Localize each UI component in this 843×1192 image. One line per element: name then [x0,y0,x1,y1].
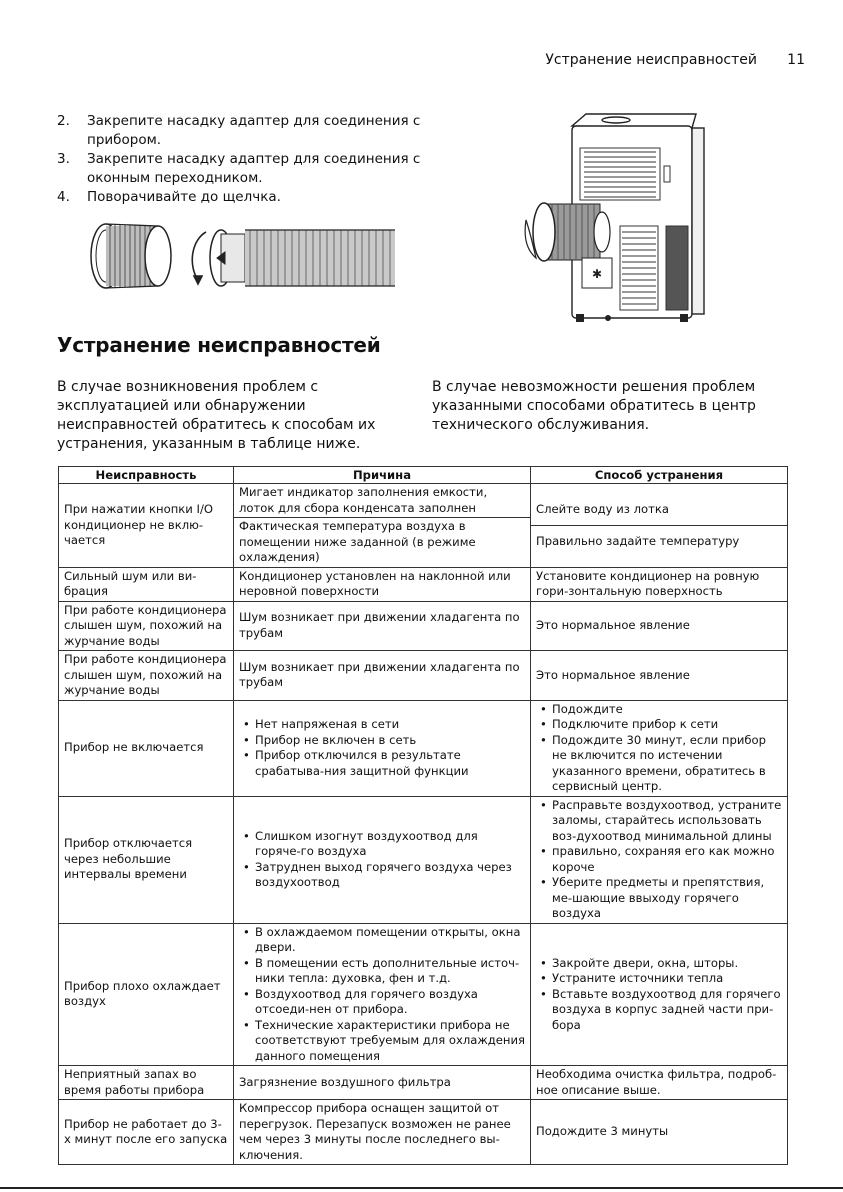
problem-cell: Неприятный запах во время работы прибора [59,1066,234,1100]
rotate-arrow-icon [192,232,206,284]
table-row [59,1100,788,1165]
hose-with-adapter [91,224,171,288]
table-header-row [59,467,788,484]
air-conditioner-illustration [516,108,706,330]
cause-list [239,925,525,1065]
table-row [59,484,788,568]
cause-cell: Загрязнение воздушного фильтра [234,1066,531,1100]
problem-cell: Сильный шум или ви-брация [59,567,234,601]
ac-upper-grille [580,148,670,200]
fix-text: Правильно задайте температуру [531,525,787,558]
list-item: • Вставьте воздухоотвод для горячего воздуха в корпус задней части при-бора [552,987,782,1034]
list-item: • Расправьте воздухоотвод, устраните заломы, старайтесь использовать воз-духоотвод минимальной длины [552,798,782,845]
page-header [0,52,843,74]
cause-cell: Компрессор прибора оснащен защитой от перегрузок. Перезапуск возможен не ранее чем через 3 минуты после последнего вы-ключения. [234,1100,531,1165]
cause-cell [234,796,531,923]
installation-steps [57,112,437,207]
cause-list [239,829,525,891]
step-item [57,112,437,150]
fix-cell [531,484,788,568]
cause-cell: Шум возникает при движении хладагента по трубам [234,601,531,651]
list-item: • Подключите прибор к сети [552,717,782,733]
list-item: • Прибор отключился в результате срабатыва-ния защитной функции [255,748,525,779]
table-row [59,700,788,796]
column-header-cause: Причина [234,467,531,484]
problem-cell: При работе кондиционера слышен шум, похожий на журчание воды [59,651,234,701]
step-text: Закрепите насадку адаптер для соединения с оконным переходником. [87,151,421,186]
step-item [57,150,437,188]
section-heading: Устранение неисправностей [57,333,381,357]
list-item: • Закройте двери, окна, шторы. [552,956,782,972]
fix-cell: Необходима очистка фильтра, подроб-ное описание выше. [531,1066,788,1100]
ac-hose-connected [525,203,610,261]
list-item: • В охлаждаемом помещении открыты, окна двери. [255,925,525,956]
ac-side-grille [620,226,688,310]
table-row [59,1066,788,1100]
fix-cell: Установите кондиционер на ровную гори-зонтальную поверхность [531,567,788,601]
fix-cell: Это нормальное явление [531,601,788,651]
intro-paragraph-right: В случае невозможности решения проблем указанными способами обратитесь в центр технического обслуживания. [432,379,756,433]
problem-cell: Прибор не работает до 3-х минут после его запуска [59,1100,234,1165]
list-item: • Прибор не включен в сеть [255,733,525,749]
table-row [59,796,788,923]
table-row [59,601,788,651]
list-item: • В помещении есть дополнительные источ-ники тепла: духовка, фен и т.д. [255,956,525,987]
hose-adapter-piece [210,230,395,286]
fix-list [536,702,782,795]
table-row [59,651,788,701]
cause-cell: Шум возникает при движении хладагента по трубам [234,651,531,701]
fix-cell [531,923,788,1066]
problem-cell: При нажатии кнопки I/O кондиционер не вклю-чается [59,484,234,568]
troubleshooting-table [58,466,788,1165]
list-item: • Воздухоотвод для горячего воздуха отсоеди-нен от прибора. [255,987,525,1018]
problem-cell: При работе кондиционера слышен шум, похожий на журчание воды [59,601,234,651]
cause-text: Фактическая температура воздуха в помещении ниже заданной (в режиме охлаждения) [234,517,530,567]
fix-cell [531,700,788,796]
list-item: • Подождите 30 минут, если прибор не включится по истечении указанного времени, обратитесь в сервисный центр. [552,733,782,795]
cause-cell: Кондиционер установлен на наклонной или неровной поверхности [234,567,531,601]
page-bottom-rule [0,1187,843,1189]
step-number: 2. [57,113,70,129]
table-row [59,923,788,1066]
svg-text:✱: ✱ [591,267,603,281]
list-item: • Подождите [552,702,782,718]
step-item [57,188,437,207]
step-number: 4. [57,189,70,205]
step-number: 3. [57,151,70,167]
column-header-problem: Неисправность [59,467,234,484]
cause-list [239,717,525,779]
problem-cell: Прибор отключается через небольшие интервалы времени [59,796,234,923]
problem-cell: Прибор плохо охлаждает воздух [59,923,234,1066]
cause-cell [234,923,531,1066]
cause-cell [234,484,531,568]
list-item: • Слишком изогнут воздухоотвод для горяче-го воздуха [255,829,525,860]
step-text: Закрепите насадку адаптер для соединения с прибором. [87,113,421,148]
list-item: • Нет напряженая в сети [255,717,525,733]
hose-adapter-illustration [78,218,398,296]
list-item: • Технические характеристики прибора не соответствуют требуемым для охлаждения данного помещения [255,1018,525,1065]
fix-list [536,798,782,922]
cause-text: Мигает индикатор заполнения емкости, лоток для сбора конденсата заполнен [239,485,488,515]
fix-list [536,956,782,1034]
list-item: • Затруднен выход горячего воздуха через воздухоотвод [255,860,525,891]
fix-cell: Подождите 3 минуты [531,1100,788,1165]
fix-cell: Это нормальное явление [531,651,788,701]
column-header-fix: Способ устранения [531,467,788,484]
fix-text: Слейте воду из лотка [536,501,669,516]
step-text: Поворачивайте до щелчка. [87,189,281,205]
header-section-title: Устранение неисправностей [545,52,757,68]
problem-cell: Прибор не включается [59,700,234,796]
page-number: 11 [787,52,805,68]
list-item: • Уберите предметы и препятствия, ме-шающие ввыходу горячего воздуха [552,875,782,922]
fix-cell [531,796,788,923]
list-item: • правильно, сохраняя его как можно короче [552,844,782,875]
list-item: • Устраните источники тепла [552,971,782,987]
intro-paragraph-left: В случае возникновения проблем с эксплуатацией или обнаружении неисправностей обратитесь к способам их устранения, указанным в таблице ниже. [57,379,376,452]
ac-control-panel [582,258,612,288]
cause-cell [234,700,531,796]
table-row [59,567,788,601]
